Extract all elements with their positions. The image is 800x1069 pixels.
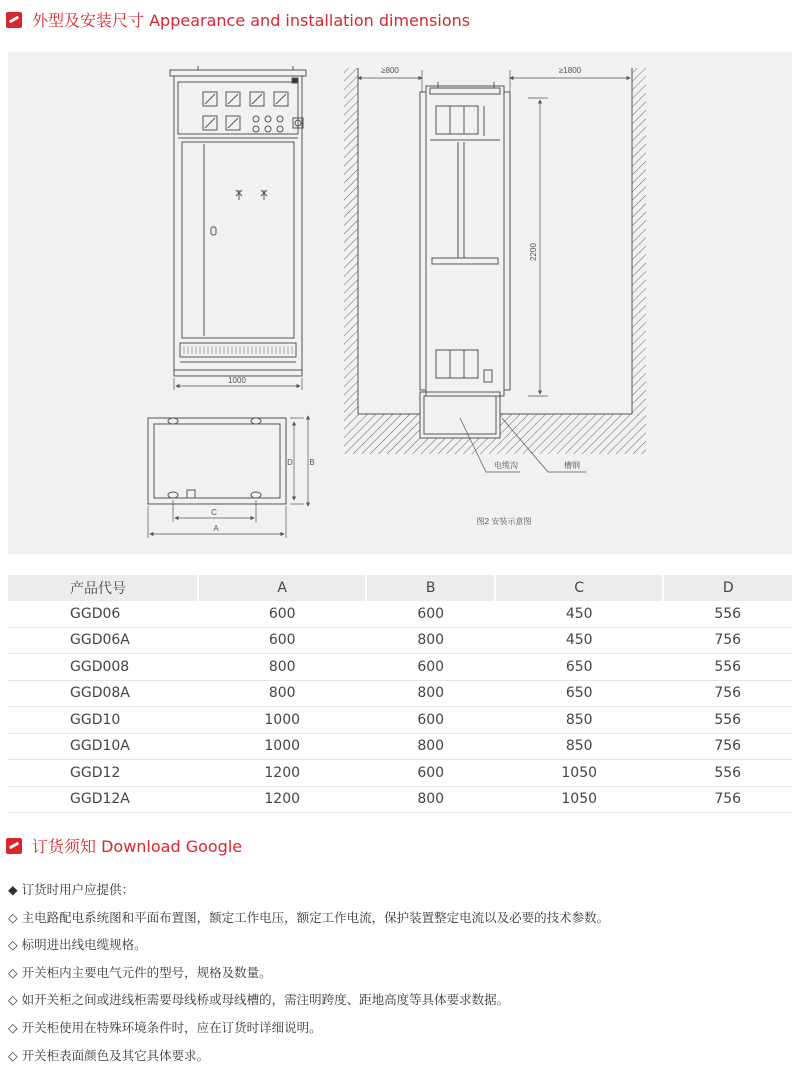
ordering-notes <box>8 876 609 1069</box>
cell-a: 1200 <box>198 760 366 787</box>
header-d: D <box>663 575 792 601</box>
header-c: C <box>495 575 663 601</box>
cell-c: 850 <box>495 733 663 760</box>
cell-code: GGD06A <box>8 627 198 654</box>
cell-c: 1050 <box>495 786 663 813</box>
table-row <box>8 760 792 787</box>
cell-c: 650 <box>495 680 663 707</box>
cell-code: GGD10A <box>8 733 198 760</box>
cell-b: 600 <box>366 760 495 787</box>
cell-code: GGD08A <box>8 680 198 707</box>
dimension-drawing <box>8 52 792 554</box>
table-header-row <box>8 575 792 601</box>
drawing-caption: 图2 安装示意图 <box>476 517 532 526</box>
cell-a: 800 <box>198 654 366 681</box>
cell-d: 756 <box>663 786 792 813</box>
cell-c: 450 <box>495 627 663 654</box>
cell-b: 800 <box>366 680 495 707</box>
section-header-dimensions <box>6 8 470 31</box>
note-item: ◇ 主电路配电系统图和平面布置图，额定工作电压，额定工作电流，保护装置整定电流以及必要的技术参数。 <box>8 909 610 925</box>
table-row <box>8 654 792 681</box>
note-item: ◆ 订货时用户应提供： <box>8 882 135 897</box>
dim-height: 2200 <box>529 243 538 261</box>
label-channel-steel: 槽钢 <box>564 461 580 470</box>
cell-d: 556 <box>663 601 792 627</box>
table-row <box>8 733 792 760</box>
section-header-ordering <box>6 834 242 857</box>
cell-c: 650 <box>495 654 663 681</box>
cell-d: 756 <box>663 680 792 707</box>
cell-d: 556 <box>663 760 792 787</box>
cell-b: 600 <box>366 601 495 627</box>
section-bullet-icon <box>6 12 22 28</box>
section-bullet-icon <box>6 838 22 854</box>
cell-c: 850 <box>495 707 663 734</box>
header-product-code: 产品代号 <box>8 575 198 601</box>
dim-d: D <box>287 458 293 467</box>
table-row <box>8 680 792 707</box>
dim-left-clearance: ≥800 <box>381 66 399 75</box>
technical-drawing-svg <box>8 52 792 554</box>
header-b: B <box>366 575 495 601</box>
cell-c: 450 <box>495 601 663 627</box>
note-item: ◇ 开关柜表面颜色及其它具体要求。 <box>8 1047 210 1063</box>
cell-code: GGD06 <box>8 601 198 627</box>
table-row <box>8 627 792 654</box>
cell-a: 1000 <box>198 733 366 760</box>
dim-a: A <box>213 524 219 533</box>
dim-b: B <box>309 458 315 467</box>
cell-c: 1050 <box>495 760 663 787</box>
note-item: ◇ 如开关柜之间或进线柜需要母线桥或母线槽的，需注明跨度、距地高度等具体要求数据。 <box>8 992 510 1008</box>
cell-d: 756 <box>663 733 792 760</box>
cell-code: GGD12A <box>8 786 198 813</box>
cell-b: 600 <box>366 707 495 734</box>
table-row <box>8 601 792 627</box>
header-a: A <box>198 575 366 601</box>
section-title: 外型及安装尺寸 Appearance and installation dimensions <box>32 11 471 30</box>
installation-view <box>344 68 646 472</box>
table-row <box>8 786 792 813</box>
cell-code: GGD008 <box>8 654 198 681</box>
label-cable-trench: 电缆沟 <box>494 461 518 470</box>
cell-code: GGD10 <box>8 707 198 734</box>
cell-b: 800 <box>366 627 495 654</box>
cell-a: 1000 <box>198 707 366 734</box>
cell-b: 600 <box>366 654 495 681</box>
cell-code: GGD12 <box>8 760 198 787</box>
dimension-spec-table <box>8 575 792 813</box>
cell-a: 800 <box>198 680 366 707</box>
note-item: ◇ 开关柜内主要电气元件的型号，规格及数量。 <box>8 964 272 980</box>
note-item: ◇ 标明进出线电缆规格。 <box>8 937 147 953</box>
cell-b: 800 <box>366 733 495 760</box>
cell-d: 756 <box>663 627 792 654</box>
note-item: ◇ 开关柜使用在特殊环境条件时，应在订货时详细说明。 <box>8 1019 322 1035</box>
cell-d: 556 <box>663 654 792 681</box>
table-row <box>8 707 792 734</box>
cell-b: 800 <box>366 786 495 813</box>
cell-a: 1200 <box>198 786 366 813</box>
front-view <box>170 66 306 390</box>
cell-d: 556 <box>663 707 792 734</box>
dim-front-width: 1000 <box>228 376 246 385</box>
cell-a: 600 <box>198 601 366 627</box>
cell-a: 600 <box>198 627 366 654</box>
dim-c: C <box>211 508 217 517</box>
plan-view <box>148 416 308 538</box>
dim-right-clearance: ≥1800 <box>558 66 582 75</box>
section-title: 订货须知 Download Google <box>32 837 243 856</box>
